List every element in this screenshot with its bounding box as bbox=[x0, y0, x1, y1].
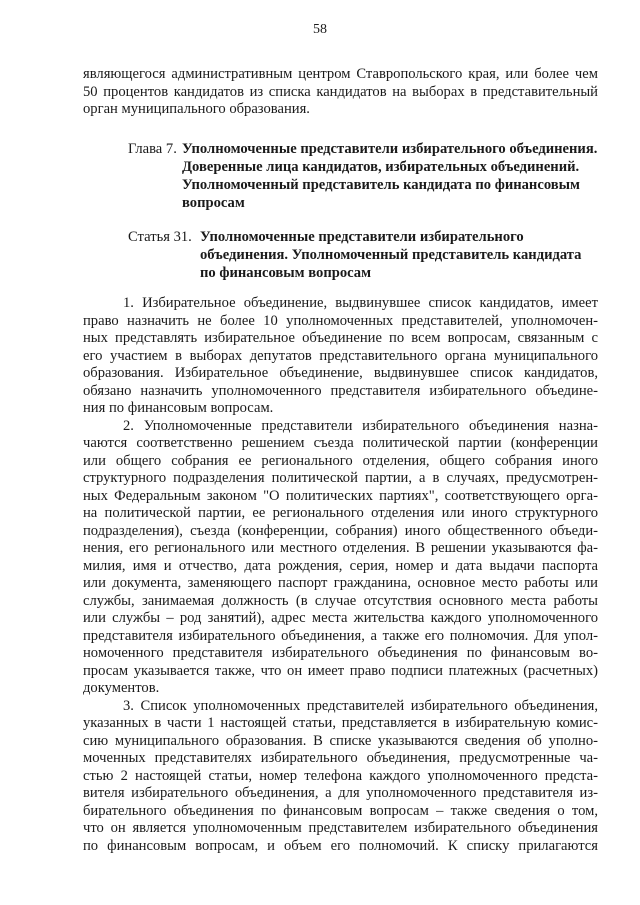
text-line: образования. Избирательное объединение, выдвинувшее список кандидатов, bbox=[83, 365, 598, 381]
text-line: ных представлять избирательное объединение по всем вопросам, связанным с bbox=[83, 330, 598, 346]
text-line: моченных представителях избирательного объединения, предусмотренные ча- bbox=[83, 750, 598, 766]
chapter-title-line: Уполномоченный представитель кандидата по финансовым bbox=[182, 177, 580, 193]
text-line: 2. Уполномоченные представители избирательного объединения назна- bbox=[123, 417, 598, 434]
text-line: или документа, заменяющего паспорт гражданина, основное место работы или bbox=[83, 575, 598, 591]
chapter-title-line: вопросам bbox=[182, 195, 245, 211]
text-line: 50 процентов кандидатов из списка кандидатов на выборах в представительный bbox=[83, 83, 598, 100]
text-line: указанных в части 1 настоящей статьи, представляется в избирательную комис- bbox=[83, 715, 598, 731]
text-line: вителя избирательного объединения, а для уполномоченного представителя из- bbox=[83, 785, 598, 801]
chapter-title-line: Уполномоченные представители избирательного объединения. bbox=[182, 141, 598, 157]
text-line: просам указывается также, что он имеет право подписи платежных (расчетных) bbox=[83, 662, 598, 679]
paragraph-2 bbox=[83, 418, 598, 698]
text-line: бирательного объединения по финансовым вопросам – также сведения о том, bbox=[83, 802, 598, 819]
text-line: структурного подразделения политической партии, а в случаях, предусмотрен- bbox=[83, 470, 598, 486]
chapter-prefix: Глава 7. bbox=[128, 141, 177, 157]
text-line: стью 2 настоящей статьи, номер телефона каждого уполномоченного предста- bbox=[83, 767, 598, 784]
text-line: его участием в выборах депутатов представительного органа муниципального bbox=[83, 347, 598, 364]
page-number: 58 bbox=[313, 22, 327, 37]
text-line: по финансовым вопросам, и объем его полномочий. К списку прилагаются bbox=[83, 837, 598, 854]
text-line: орган муниципального образования. bbox=[83, 101, 310, 117]
chapter-title-line: Доверенные лица кандидатов, избирательных объединений. bbox=[182, 159, 580, 175]
text-line: подразделения), съезда (конференции, собрания) иного общественного объеди- bbox=[83, 522, 598, 539]
chapter-heading bbox=[128, 140, 608, 212]
text-line: или службы – род занятий), адрес места жительства каждого уполномоченного bbox=[83, 610, 598, 626]
text-line: милия, имя и отчество, дата рождения, серия, номер и дата выдачи паспорта bbox=[83, 557, 598, 574]
text-line: на политической партии, ее регионального отделения или иного структурного bbox=[83, 505, 598, 521]
text-line: номоченного представителя избирательного объединения по финансовым во- bbox=[83, 645, 598, 661]
text-line: сию муниципального образования. В списке указываются сведения об уполно- bbox=[83, 732, 598, 749]
text-line: ных Федеральным законом "О политических партиях", соответствующего орга- bbox=[83, 487, 598, 504]
text-line: чаются соответственно решением съезда политической партии (конференции bbox=[83, 435, 598, 451]
article-title-line: объединения. Уполномоченный представитель кандидата bbox=[200, 247, 582, 263]
text-line: 1. Избирательное объединение, выдвинувшее список кандидатов, имеет bbox=[123, 295, 598, 311]
text-line: представителя избирательного объединения, а также его полномочия. Для упол- bbox=[83, 627, 598, 644]
text-line: службы, занимаемая должность (в случае отсутствия основного места работы bbox=[83, 592, 598, 609]
text-line: 3. Список уполномоченных представителей избирательного объединения, bbox=[123, 697, 598, 714]
intro-text bbox=[83, 66, 598, 119]
text-line: являющегося административным центром Ставропольского края, или более чем bbox=[83, 66, 598, 82]
body-text bbox=[83, 295, 598, 855]
article-title-line: Уполномоченные представители избирательного bbox=[200, 229, 524, 245]
text-line: что он является уполномоченным представителем избирательного объединения bbox=[83, 820, 598, 836]
text-line: нения, его регионального или местного отделения. В решении указываются фа- bbox=[83, 540, 598, 556]
article-prefix: Статья 31. bbox=[128, 229, 192, 245]
text-line: документов. bbox=[83, 680, 160, 696]
article-title-line: по финансовым вопросам bbox=[200, 265, 372, 281]
paragraph-1 bbox=[83, 295, 598, 418]
article-heading bbox=[128, 228, 608, 282]
text-line: ния по финансовым вопросам. bbox=[83, 400, 274, 416]
text-line: право назначить не более 10 уполномоченных представителей, уполномочен- bbox=[83, 312, 598, 329]
text-line: обязано назначить уполномоченного представителя избирательного объедине- bbox=[83, 382, 598, 399]
text-line: или общего собрания ее регионального отделения, общего собрания иного bbox=[83, 452, 598, 469]
paragraph-3 bbox=[83, 698, 598, 856]
